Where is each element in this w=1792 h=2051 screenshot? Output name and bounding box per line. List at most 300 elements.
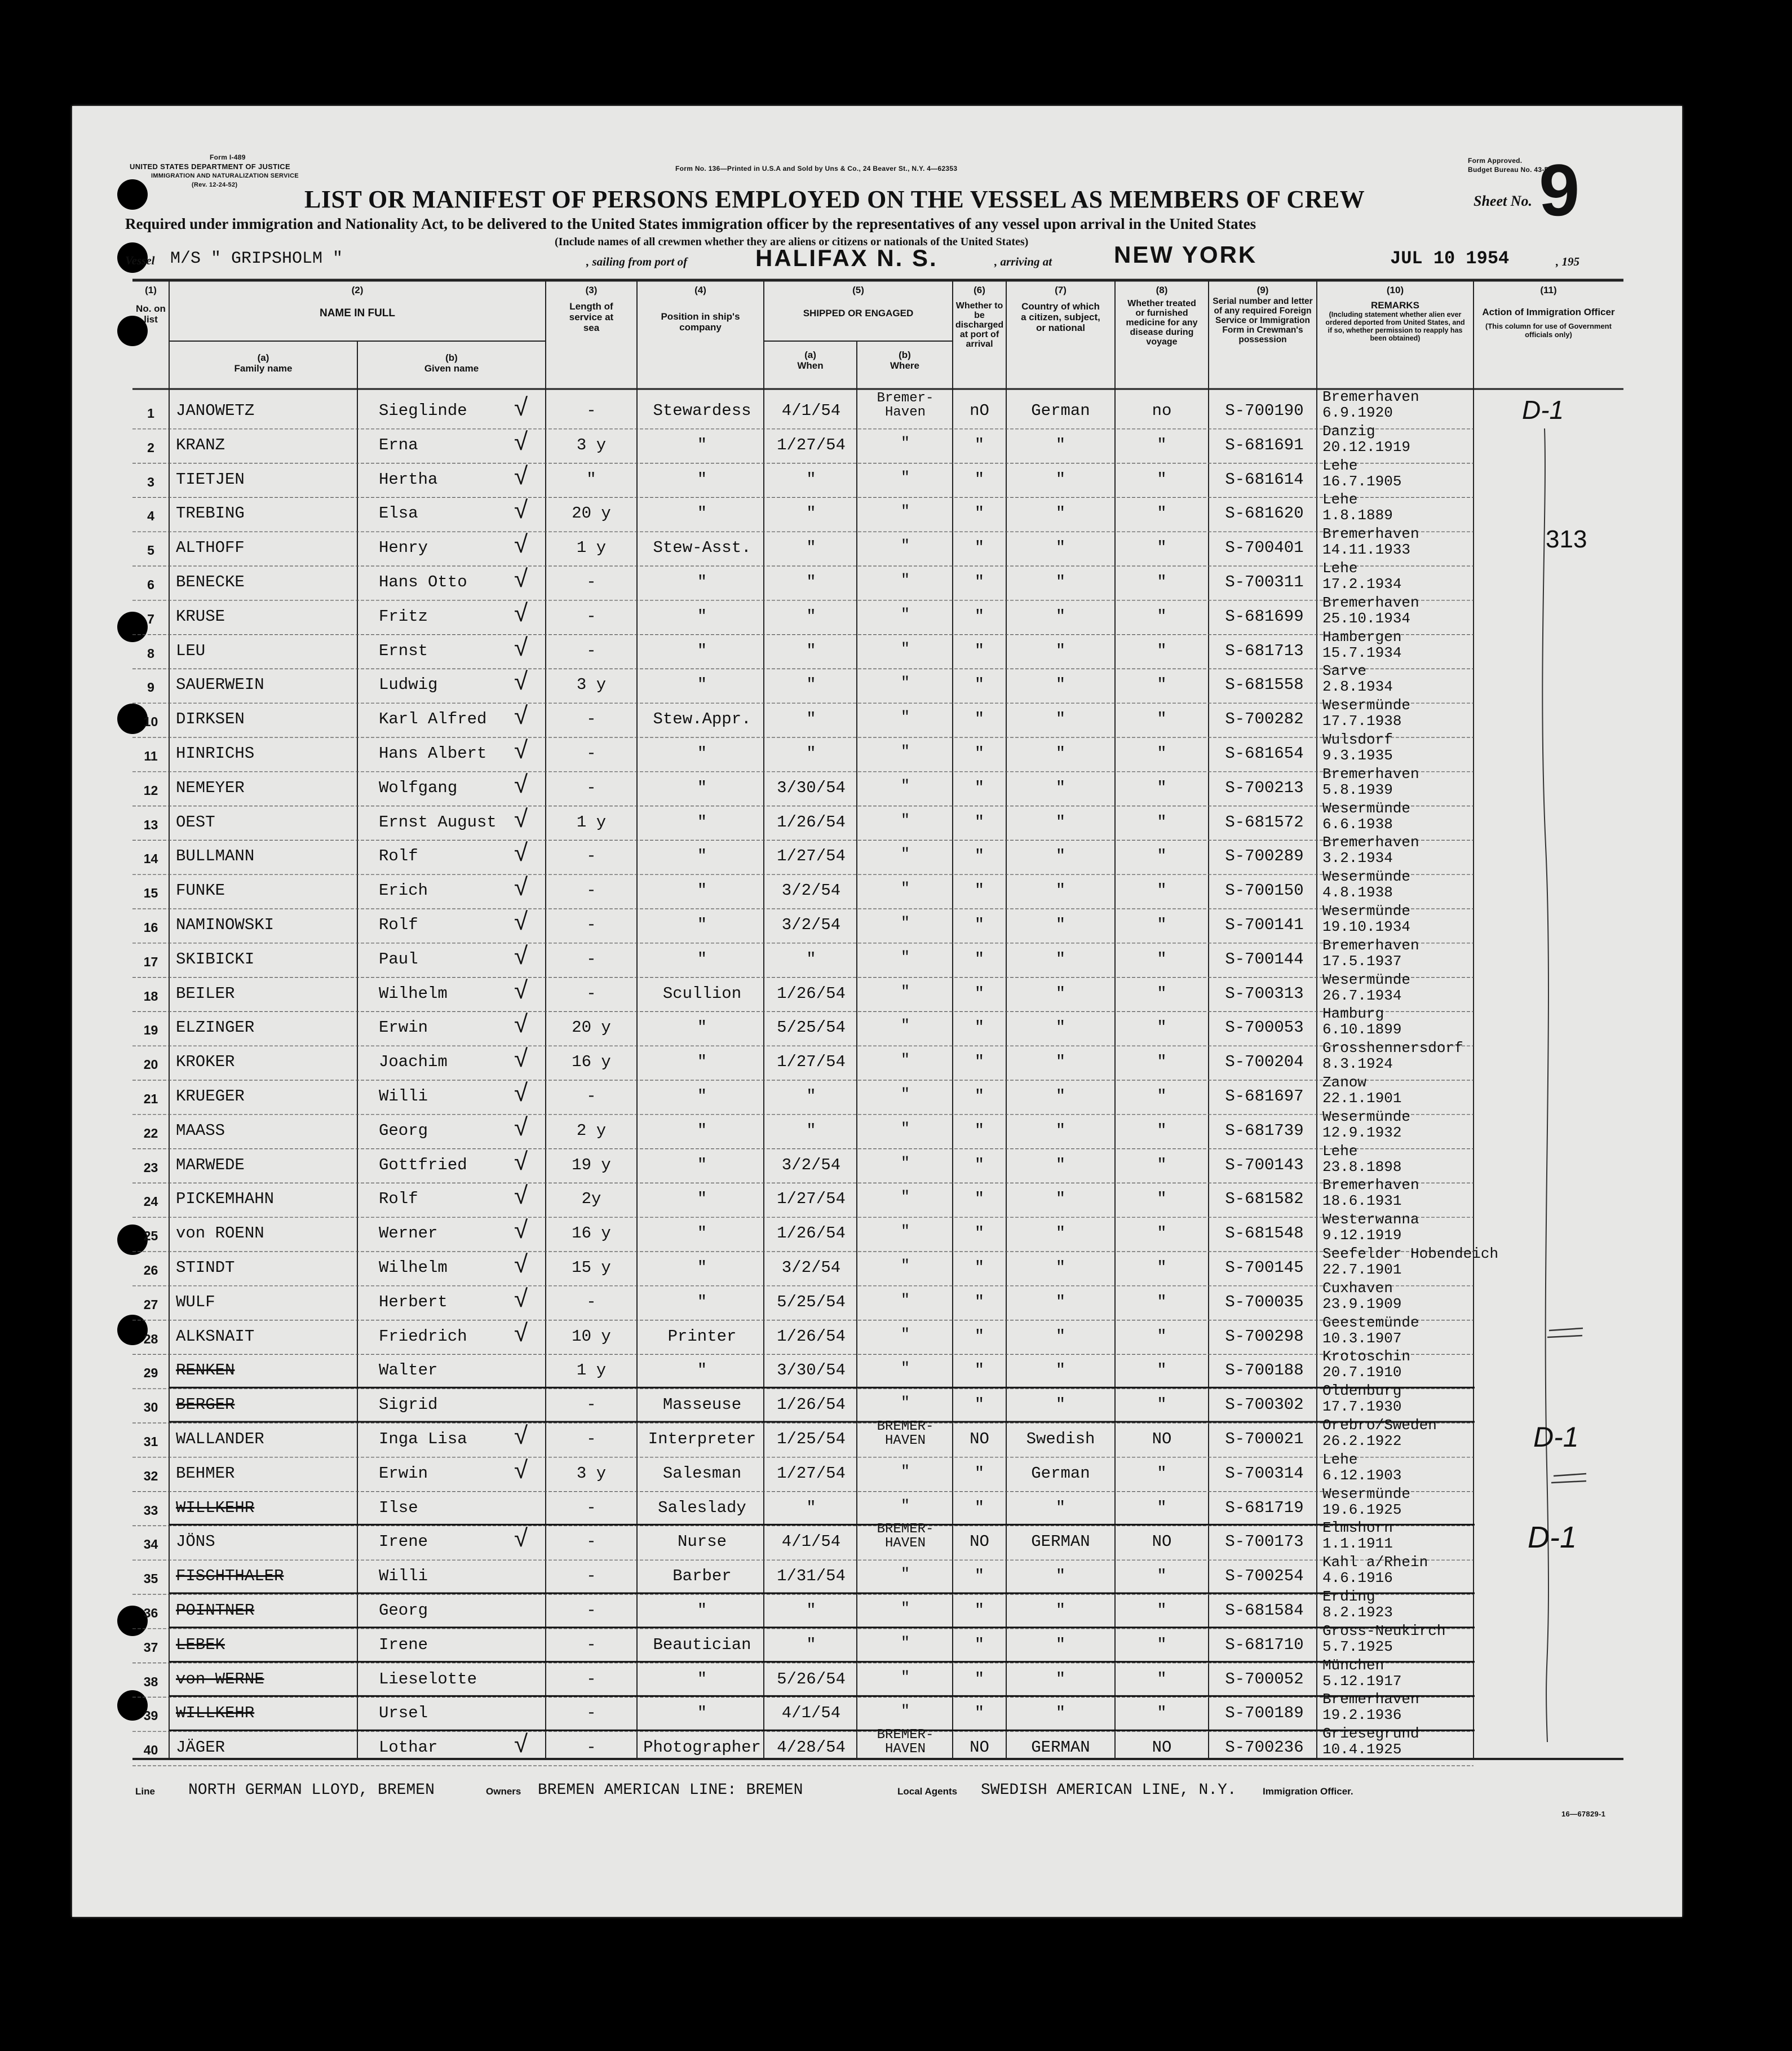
country: "	[1055, 1498, 1066, 1517]
check-mark-icon: √	[514, 1730, 528, 1758]
family-name: WULF	[176, 1292, 215, 1311]
service-length: 16 y	[572, 1053, 611, 1072]
family-name: SAUERWEIN	[176, 675, 264, 695]
check-mark-icon: √	[514, 1147, 528, 1175]
service-length: -	[586, 1704, 596, 1723]
family-name: STINDT	[176, 1258, 235, 1277]
remarks: Lehe 17.2.1934	[1322, 560, 1402, 593]
treated: "	[1157, 1121, 1167, 1140]
service-length: -	[586, 744, 596, 763]
shipped-where: "	[900, 1086, 910, 1103]
shipped-where: "	[900, 846, 910, 864]
family-name: von ROENN	[176, 1224, 264, 1243]
shipped-where: BREMER- HAVEN	[877, 1522, 934, 1551]
shipped-when: 1/27/54	[777, 1053, 846, 1072]
country: "	[1055, 1190, 1066, 1209]
treated: "	[1157, 1395, 1167, 1415]
remarks: Wesermünde 26.7.1934	[1322, 971, 1411, 1004]
service-length: -	[586, 778, 596, 797]
shipped-where: "	[900, 1292, 910, 1309]
row-number: 2	[147, 440, 154, 455]
row-number: 10	[143, 714, 158, 730]
col-header-number: (1) No. on list	[136, 285, 166, 325]
service-length: -	[586, 1567, 596, 1586]
discharged: "	[974, 847, 985, 866]
family-name: ELZINGER	[176, 1018, 255, 1037]
shipped-when: 1/27/54	[777, 1190, 846, 1209]
remarks: Lehe 16.7.1905	[1322, 457, 1402, 490]
remarks: Orebro/Sweden 26.2.1922	[1322, 1417, 1437, 1449]
country: "	[1055, 504, 1066, 523]
discharged: "	[974, 1292, 985, 1311]
family-name: NEMEYER	[176, 778, 245, 797]
family-name: MAASS	[176, 1121, 225, 1140]
sheet-label: Sheet No.	[1474, 193, 1532, 209]
serial-number: S-700021	[1225, 1430, 1304, 1448]
check-mark-icon: √	[514, 531, 528, 559]
service-length: -	[586, 1395, 596, 1415]
remarks: Erding 8.2.1923	[1322, 1588, 1393, 1621]
row-number: 13	[143, 817, 158, 832]
discharged: nO	[970, 401, 989, 420]
port-to: NEW YORK	[1114, 241, 1258, 268]
family-name: KRANZ	[176, 435, 225, 454]
row-number: 9	[147, 680, 154, 695]
position: "	[697, 1121, 707, 1140]
service-length: -	[586, 1601, 596, 1620]
position: "	[697, 607, 707, 626]
shipped-when: 3/30/54	[777, 1361, 846, 1380]
treated: "	[1157, 1327, 1167, 1346]
shipped-when: 1/25/54	[777, 1430, 846, 1448]
shipped-when: 3/2/54	[781, 916, 841, 934]
position: "	[697, 1361, 707, 1380]
family-name: BERGER	[176, 1395, 235, 1415]
treated: "	[1157, 1087, 1167, 1106]
shipped-where: "	[900, 1669, 910, 1686]
agency-line: IMMIGRATION AND NATURALIZATION SERVICE	[151, 173, 299, 179]
service-length: "	[586, 470, 596, 489]
serial-number: S-681713	[1225, 641, 1304, 660]
given-name: Rolf	[379, 1190, 418, 1209]
country: "	[1055, 812, 1066, 832]
row-number: 28	[143, 1331, 158, 1346]
col-header-name: (2) NAME IN FULL	[319, 285, 396, 319]
shipped-when: "	[806, 1121, 816, 1140]
agents-value: SWEDISH AMERICAN LINE, N.Y.	[981, 1782, 1237, 1799]
country: "	[1055, 710, 1066, 729]
check-mark-icon: √	[514, 394, 528, 421]
shipped-where: "	[900, 503, 910, 521]
country: "	[1055, 1224, 1066, 1243]
service-length: 1 y	[576, 1361, 607, 1380]
family-name: BENECKE	[176, 573, 245, 591]
serial-number: S-681572	[1225, 812, 1304, 832]
remarks: Elmshorn 1.1.1911	[1322, 1519, 1393, 1553]
serial-number: S-700236	[1225, 1738, 1304, 1757]
owners-value: BREMEN AMERICAN LINE: BREMEN	[538, 1782, 803, 1799]
remarks: Cuxhaven 23.9.1909	[1322, 1279, 1402, 1312]
position: "	[697, 641, 707, 660]
shipped-where: "	[900, 1360, 910, 1378]
serial-number: S-700144	[1225, 949, 1304, 969]
shipped-when: 4/28/54	[777, 1738, 846, 1757]
service-length: -	[586, 949, 596, 969]
family-name: von WERNE	[176, 1669, 264, 1688]
serial-number: S-681620	[1225, 504, 1304, 523]
discharged: "	[974, 949, 985, 969]
family-name: MARWEDE	[176, 1155, 245, 1174]
discharged: "	[974, 470, 985, 489]
country: "	[1055, 984, 1066, 1003]
country: "	[1055, 675, 1066, 695]
family-name: FISCHTHALER	[176, 1567, 284, 1586]
treated: "	[1157, 435, 1167, 454]
family-name: KROKER	[176, 1053, 235, 1072]
sailing-label: , sailing from port of	[586, 255, 688, 268]
discharged: "	[974, 607, 985, 626]
shipped-where: "	[900, 1155, 910, 1172]
serial-number: S-700143	[1225, 1155, 1304, 1174]
row-number: 16	[143, 920, 158, 935]
serial-number: S-700289	[1225, 847, 1304, 866]
discharged: "	[974, 675, 985, 695]
shipped-when: 4/1/54	[781, 1532, 841, 1551]
treated: "	[1157, 1704, 1167, 1723]
shipped-when: "	[806, 538, 816, 558]
row-number: 19	[143, 1023, 158, 1038]
line-label: Line	[135, 1786, 155, 1797]
given-name: Erwin	[379, 1464, 428, 1483]
page-title: LIST OR MANIFEST OF PERSONS EMPLOYED ON THE VESSEL AS MEMBERS OF CREW	[304, 185, 1365, 213]
family-name: OEST	[176, 812, 215, 832]
col-header-country: (7) Country of which a citizen, subject, or national	[1021, 285, 1100, 333]
given-name: Hans Albert	[379, 744, 487, 763]
country: "	[1055, 1601, 1066, 1620]
treated: no	[1152, 401, 1172, 420]
given-name: Elsa	[379, 504, 418, 523]
shipped-when: "	[806, 1601, 816, 1620]
treated: "	[1157, 1190, 1167, 1209]
position: "	[697, 1292, 707, 1311]
officer-mark: D-1	[1522, 395, 1564, 425]
serial-number: S-700313	[1225, 984, 1304, 1003]
shipped-where: "	[900, 1189, 910, 1206]
shipped-where: "	[900, 983, 910, 1001]
serial-number: S-681584	[1225, 1601, 1304, 1620]
officer-label: Immigration Officer.	[1263, 1786, 1353, 1797]
position: "	[697, 812, 707, 832]
position: "	[697, 881, 707, 900]
serial-number: S-700213	[1225, 778, 1304, 797]
position: Salesman	[662, 1464, 742, 1483]
service-length: 20 y	[572, 504, 611, 523]
country: "	[1055, 949, 1066, 969]
country: "	[1055, 916, 1066, 934]
remarks: Kahl a/Rhein 4.6.1916	[1322, 1554, 1428, 1587]
discharged: "	[974, 984, 985, 1003]
service-length: -	[586, 1498, 596, 1517]
position: Beautician	[653, 1635, 751, 1654]
treated: "	[1157, 1635, 1167, 1654]
remarks: Hamburg 6.10.1899	[1322, 1005, 1402, 1038]
shipped-where: "	[900, 1703, 910, 1721]
shipped-when: "	[806, 1087, 816, 1106]
treated: "	[1157, 607, 1167, 626]
row-number: 4	[147, 509, 154, 524]
position: Scullion	[662, 984, 742, 1003]
shipped-when: "	[806, 641, 816, 660]
treated: "	[1157, 1224, 1167, 1243]
serial-number: S-700141	[1225, 916, 1304, 934]
family-name: JÄGER	[176, 1738, 225, 1757]
country: "	[1055, 435, 1066, 454]
service-length: 2 y	[576, 1121, 607, 1140]
shipped-where: "	[900, 709, 910, 727]
treated: "	[1157, 710, 1167, 729]
shipped-when: 1/27/54	[777, 435, 846, 454]
country: "	[1055, 470, 1066, 489]
serial-number: S-700150	[1225, 881, 1304, 900]
check-mark-icon: √	[514, 873, 528, 901]
shipped-where: "	[900, 1497, 910, 1515]
shipped-where: BREMER- HAVEN	[877, 1419, 934, 1448]
service-length: 15 y	[572, 1258, 611, 1277]
country: "	[1055, 1155, 1066, 1174]
col-header-shipped: (5) SHIPPED OR ENGAGED	[803, 285, 914, 319]
remarks: Bremerhaven 19.2.1936	[1322, 1691, 1419, 1724]
col-header-discharged: (6) Whether to be discharged at port of arrival	[955, 285, 1004, 349]
treated: "	[1157, 744, 1167, 763]
given-name: Fritz	[379, 607, 428, 626]
remarks: Zanow 22.1.1901	[1322, 1074, 1402, 1107]
serial-number: S-700173	[1225, 1532, 1304, 1551]
given-name: Wilhelm	[379, 984, 448, 1003]
discharged: "	[974, 1121, 985, 1140]
remarks: Danzig 20.12.1919	[1322, 422, 1411, 456]
treated: "	[1157, 847, 1167, 866]
remarks: Lehe 1.8.1889	[1322, 491, 1393, 524]
treated: "	[1157, 538, 1167, 558]
serial-number: S-681548	[1225, 1224, 1304, 1243]
family-name: JÖNS	[176, 1532, 215, 1551]
country: "	[1055, 881, 1066, 900]
remarks: Wesermünde 19.6.1925	[1322, 1485, 1411, 1518]
treated: NO	[1152, 1738, 1172, 1757]
family-name: BEHMER	[176, 1464, 235, 1483]
service-length: -	[586, 1635, 596, 1654]
service-length: -	[586, 401, 596, 420]
treated: "	[1157, 1053, 1167, 1072]
shipped-when: 1/26/54	[777, 1224, 846, 1243]
service-length: -	[586, 847, 596, 866]
given-name: Erna	[379, 435, 418, 454]
officer-mark: D-1	[1528, 1520, 1577, 1554]
remarks: München 5.12.1917	[1322, 1656, 1402, 1690]
discharged: NO	[970, 1738, 989, 1757]
remarks: Wesermünde 19.10.1934	[1322, 903, 1411, 935]
family-name: BEILER	[176, 984, 235, 1003]
treated: "	[1157, 1292, 1167, 1311]
row-number: 17	[143, 954, 158, 969]
shipped-when: 1/27/54	[777, 847, 846, 866]
remarks: Oldenburg 17.7.1930	[1322, 1382, 1402, 1416]
check-mark-icon: √	[514, 770, 528, 798]
remarks: Geestemünde 10.3.1907	[1322, 1314, 1419, 1347]
check-mark-icon: √	[514, 1319, 528, 1347]
remarks: Bremerhaven 25.10.1934	[1322, 594, 1419, 627]
discharged: "	[974, 1361, 985, 1380]
row-number: 8	[147, 646, 154, 661]
col-header-given-name: (b) Given name	[424, 352, 479, 374]
check-mark-icon: √	[514, 941, 528, 970]
serial-number: S-700035	[1225, 1292, 1304, 1311]
serial-number: S-700298	[1225, 1327, 1304, 1346]
vessel-label: Vessel	[125, 254, 155, 267]
discharged: "	[974, 435, 985, 454]
given-name: Sieglinde	[379, 401, 467, 420]
service-length: -	[586, 1738, 596, 1757]
remarks: Seefelder Hobendeich 22.7.1901	[1322, 1245, 1499, 1278]
service-length: 2y	[581, 1190, 601, 1209]
check-mark-icon: √	[514, 427, 528, 456]
shipped-when: "	[806, 1498, 816, 1517]
country: GERMAN	[1031, 1738, 1090, 1757]
position: Interpreter	[648, 1430, 756, 1448]
discharged: "	[974, 1567, 985, 1586]
position: "	[697, 847, 707, 866]
shipped-where: "	[900, 1052, 910, 1069]
row-number: 39	[143, 1708, 158, 1723]
position: "	[697, 744, 707, 763]
shipped-when: "	[806, 504, 816, 523]
family-name: FUNKE	[176, 881, 225, 900]
service-length: 20 y	[572, 1018, 611, 1037]
country: "	[1055, 1018, 1066, 1037]
check-mark-icon: √	[514, 668, 528, 696]
family-name: KRUEGER	[176, 1087, 245, 1106]
include-note: (Include names of all crewmen whether they are aliens or citizens or nationals of the United States)	[555, 236, 1029, 248]
col-header-treated: (8) Whether treated or furnished medicine for any disease during voyage	[1126, 285, 1198, 347]
position: Photographer	[643, 1738, 761, 1757]
family-name: JANOWETZ	[176, 401, 255, 420]
row-number: 25	[143, 1228, 158, 1244]
country: "	[1055, 1669, 1066, 1688]
given-name: Lieselotte	[379, 1669, 477, 1688]
treated: "	[1157, 916, 1167, 934]
shipped-when: 4/1/54	[781, 1704, 841, 1723]
discharged: "	[974, 641, 985, 660]
given-name: Willi	[379, 1567, 428, 1586]
country: "	[1055, 1327, 1066, 1346]
serial-number: S-700189	[1225, 1704, 1304, 1723]
discharged: "	[974, 812, 985, 832]
shipped-where: "	[900, 744, 910, 761]
subtitle: Required under immigration and Nationality Act, to be delivered to the United States immigration officer by the representatives of any vessel upon arrival in the United States	[125, 215, 1256, 232]
country: "	[1055, 573, 1066, 591]
shipped-when: 3/2/54	[781, 1258, 841, 1277]
col-header-where: (b) Where	[890, 350, 919, 371]
treated: "	[1157, 1498, 1167, 1517]
discharged: "	[974, 1669, 985, 1688]
treated: "	[1157, 675, 1167, 695]
check-mark-icon: √	[514, 839, 528, 867]
country: GERMAN	[1031, 1532, 1090, 1551]
position: "	[697, 1669, 707, 1688]
serial-number: S-700302	[1225, 1395, 1304, 1415]
row-number: 30	[143, 1400, 158, 1415]
check-mark-icon: √	[514, 1216, 528, 1244]
discharged: "	[974, 1464, 985, 1483]
discharged: "	[974, 1155, 985, 1174]
treated: "	[1157, 470, 1167, 489]
shipped-when: 4/1/54	[781, 401, 841, 420]
check-mark-icon: √	[514, 1010, 528, 1038]
remarks: Wulsdorf 9.3.1935	[1322, 731, 1393, 764]
country: Swedish	[1026, 1430, 1095, 1448]
country: "	[1055, 1395, 1066, 1415]
country: "	[1055, 1635, 1066, 1654]
treated: "	[1157, 949, 1167, 969]
remarks: Griesegrund 10.4.1925	[1322, 1725, 1419, 1758]
shipped-where: "	[900, 606, 910, 624]
service-length: 1 y	[576, 538, 607, 558]
check-mark-icon: √	[514, 805, 528, 833]
serial-number: S-681719	[1225, 1498, 1304, 1517]
treated: "	[1157, 881, 1167, 900]
row-number: 33	[143, 1502, 158, 1518]
position: "	[697, 435, 707, 454]
check-mark-icon: √	[514, 976, 528, 1004]
family-name: NAMINOWSKI	[176, 916, 275, 934]
given-name: Herbert	[379, 1292, 448, 1311]
serial-number: S-681558	[1225, 675, 1304, 695]
given-name: Paul	[379, 949, 418, 969]
country: "	[1055, 1704, 1066, 1723]
family-name: TIETJEN	[176, 470, 245, 489]
family-name: POINTNER	[176, 1601, 255, 1620]
position: "	[697, 470, 707, 489]
check-mark-icon: √	[514, 462, 528, 490]
discharged: "	[974, 1395, 985, 1415]
remarks: Krotoschin 20.7.1910	[1322, 1348, 1411, 1381]
check-mark-icon: √	[514, 633, 528, 661]
row-number: 7	[147, 611, 154, 626]
given-name: Ernst August	[379, 812, 497, 832]
shipped-when: "	[806, 470, 816, 489]
row-number: 37	[143, 1639, 158, 1655]
given-name: Hans Otto	[379, 573, 467, 591]
service-length: 16 y	[572, 1224, 611, 1243]
agency-line: UNITED STATES DEPARTMENT OF JUSTICE	[130, 162, 290, 171]
given-name: Ilse	[379, 1498, 418, 1517]
country: German	[1031, 401, 1090, 420]
row-number: 23	[143, 1160, 158, 1175]
position: "	[697, 1155, 707, 1174]
discharged: "	[974, 1635, 985, 1654]
serial-number: S-681710	[1225, 1635, 1304, 1654]
position: "	[697, 1704, 707, 1723]
row-number: 32	[143, 1468, 158, 1483]
serial-number: S-681582	[1225, 1190, 1304, 1209]
col-header-remarks: (10) REMARKS (Including statement whether alien ever ordered deported from United States, and if so, whether permission to reapply has been obtained)	[1325, 285, 1465, 342]
shipped-when: 3/30/54	[777, 778, 846, 797]
row-number: 3	[147, 474, 154, 489]
serial-number: S-700145	[1225, 1258, 1304, 1277]
col-header-serial: (9) Serial number and letter of any required Foreign Service or Immigration Form in Crewman's possession	[1213, 285, 1313, 344]
printer-line: Form No. 136—Printed in U.S.A and Sold by Uns & Co., 24 Beaver St., N.Y. 4—62353	[675, 165, 958, 173]
arrival-date: JUL 10 1954	[1390, 248, 1510, 269]
